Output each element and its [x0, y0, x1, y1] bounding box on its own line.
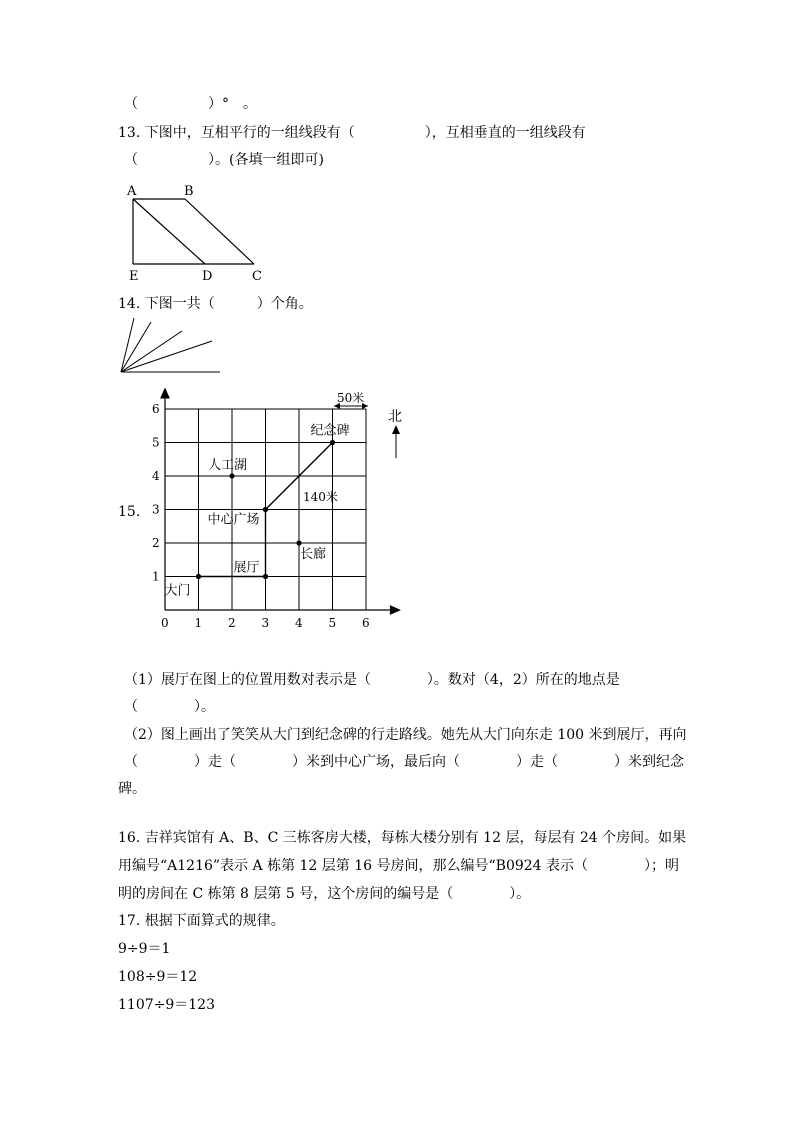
x-tick-label: 4 — [295, 616, 303, 630]
y-tick-label: 1 — [152, 569, 160, 584]
q12-tail: （ ）° 。 — [124, 96, 257, 112]
q14-text: 14. 下图一共（ ）个角。 — [118, 296, 313, 312]
place-point — [263, 574, 268, 579]
place-label: 人工湖 — [208, 458, 248, 473]
place-label: 纪念碑 — [310, 423, 350, 439]
place-point — [229, 473, 234, 478]
place-point — [296, 540, 301, 545]
x-tick-label: 3 — [261, 616, 270, 630]
q15-part2-text-1: （2）图上画出了笑笑从大门到纪念碑的行走路线。她先从大门向东走 100 米到展厅，再向 — [124, 727, 687, 743]
equation-1: 9÷9＝1 — [118, 941, 171, 957]
place-label: 中心广场 — [207, 512, 260, 528]
label-B: B — [184, 184, 194, 199]
place-label: 大门 — [164, 583, 191, 599]
x-tick-label: 2 — [228, 616, 236, 630]
place-point — [196, 574, 201, 579]
y-tick-label: 6 — [152, 402, 160, 416]
y-tick-label: 2 — [152, 536, 160, 550]
label-C: C — [252, 269, 262, 284]
scale-label: 50米 — [337, 391, 365, 405]
x-tick-label: 6 — [362, 616, 370, 630]
q16-text-3: 明的房间在 C 栋第 8 层第 5 号，这个房间的编号是（ ）。 — [118, 886, 531, 902]
place-label: 长廊 — [300, 547, 327, 562]
q15-map — [148, 388, 410, 630]
label-D: D — [202, 269, 213, 284]
y-tick-label: 3 — [152, 502, 160, 517]
x-tick-label: 5 — [328, 616, 337, 630]
y-tick-label: 4 — [152, 469, 160, 483]
q16-text-1: 16. 吉祥宾馆有 A、B、C 三栋客房大楼，每栋大楼分别有 12 层，每层有 24 个房间。如果 — [118, 830, 687, 846]
q13-text-2: （ ）。(各填一组即可) — [124, 152, 324, 168]
q16-text-2: 用编号“A1216”表示 A 栋第 12 层第 16 号房间，那么编号“B0924 表示（ ）；明 — [118, 858, 680, 874]
q15-part1-text-1: （1）展厅在图上的位置用数对表示是（ ）。数对（4，2）所在的地点是 — [124, 672, 620, 688]
x-tick-label: 0 — [161, 616, 169, 630]
x-tick-label: 1 — [194, 616, 203, 630]
q15-number: 15. — [118, 504, 141, 520]
q15-part2-text-3: 碑。 — [118, 781, 146, 797]
label-E: E — [129, 269, 139, 284]
label-A: A — [127, 184, 137, 199]
q15-part2-text-2: （ ）走（ ）米到中心广场，最后向（ ）走（ ）米到纪念 — [124, 754, 684, 770]
q13-text-1: 13. 下图中，互相平行的一组线段有（ ），互相垂直的一组线段有 — [118, 125, 586, 141]
q14-figure — [115, 314, 227, 378]
equation-2: 108÷9＝12 — [118, 969, 198, 985]
place-label: 展厅 — [233, 560, 260, 576]
x-axis-arrow — [391, 606, 400, 614]
q15-part1-text-2: （ ）。 — [124, 699, 215, 715]
y-tick-label: 5 — [152, 435, 160, 450]
place-point — [330, 440, 335, 445]
distance-label: 140米 — [303, 490, 338, 504]
y-axis-arrow — [161, 389, 169, 398]
q13-figure — [118, 178, 278, 284]
north-label: 北 — [388, 409, 402, 425]
place-point — [263, 507, 268, 512]
q17-text: 17. 根据下面算式的规律。 — [118, 913, 285, 929]
equation-3: 1107÷9＝123 — [118, 997, 215, 1013]
